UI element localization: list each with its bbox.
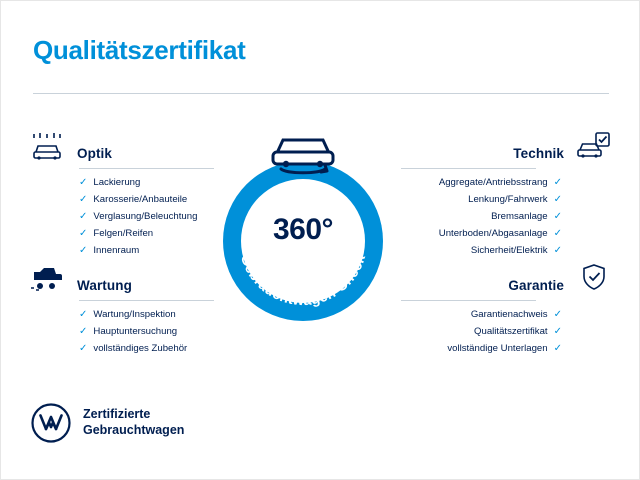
vw-logo xyxy=(31,403,71,443)
check-icon: ✓ xyxy=(79,211,88,222)
section-technik-header xyxy=(401,121,616,163)
list-item xyxy=(401,212,616,222)
section-optik xyxy=(25,121,240,263)
check-icon: ✓ xyxy=(79,177,88,188)
svg-text:Gebrauchtwagen-Check: Gebrauchtwagen-Check xyxy=(236,252,370,310)
check-icon: ✓ xyxy=(79,309,88,320)
list-item-label: Garantienachweis xyxy=(470,309,548,321)
list-item xyxy=(25,310,240,320)
list-item xyxy=(25,212,240,222)
check-icon: ✓ xyxy=(553,177,562,188)
badge-degrees: 360° xyxy=(272,213,334,246)
footer-text xyxy=(83,407,184,438)
section-technik-list xyxy=(401,178,616,256)
footer-line-1: Zertifizierte xyxy=(83,407,151,422)
check-icon: ✓ xyxy=(553,211,562,222)
list-item-label: vollständige Unterlagen xyxy=(447,343,548,355)
shield-check-icon xyxy=(572,261,616,295)
check-badge xyxy=(223,161,383,321)
list-item-label: Bremsanlage xyxy=(491,211,548,223)
section-wartung-divider xyxy=(79,300,214,301)
page-title: Qualitätszertifikat xyxy=(33,35,246,65)
section-garantie-divider xyxy=(401,300,536,301)
list-item xyxy=(401,195,616,205)
footer-line-2: Gebrauchtwagen xyxy=(83,423,185,437)
list-item-label: Felgen/Reifen xyxy=(93,228,154,240)
list-item xyxy=(25,229,240,239)
car-wash-icon xyxy=(25,129,69,163)
list-item-label: Lackierung xyxy=(93,177,141,189)
check-icon: ✓ xyxy=(553,343,562,354)
badge-arc-label xyxy=(223,161,383,321)
check-icon: ✓ xyxy=(553,228,562,239)
check-icon: ✓ xyxy=(553,245,562,256)
car-check-icon xyxy=(572,129,616,163)
list-item xyxy=(25,178,240,188)
section-optik-list xyxy=(25,178,240,256)
check-icon: ✓ xyxy=(553,309,562,320)
section-wartung xyxy=(25,253,240,361)
check-icon: ✓ xyxy=(79,343,88,354)
section-garantie xyxy=(401,253,616,361)
check-icon: ✓ xyxy=(79,326,88,337)
list-item-label: Innenraum xyxy=(93,245,140,257)
footer-brand xyxy=(31,403,184,443)
list-item xyxy=(401,327,616,337)
list-item-label: Sicherheit/Elektrik xyxy=(470,245,548,257)
section-wartung-list xyxy=(25,310,240,354)
section-wartung-title: Wartung xyxy=(77,278,132,293)
section-technik xyxy=(401,121,616,263)
section-technik-title: Technik xyxy=(513,146,564,161)
section-optik-title: Optik xyxy=(77,146,113,161)
list-item xyxy=(25,344,240,354)
section-technik-divider xyxy=(401,168,536,169)
list-item-label: Aggregate/Antriebsstrang xyxy=(438,177,548,189)
list-item-label: Verglasung/Beleuchtung xyxy=(93,211,198,223)
list-item-label: Lenkung/Fahrwerk xyxy=(468,194,548,206)
section-garantie-title: Garantie xyxy=(508,278,564,293)
list-item-label: Wartung/Inspektion xyxy=(93,309,176,321)
list-item-label: Qualitätszertifikat xyxy=(474,326,548,338)
check-icon: ✓ xyxy=(553,326,562,337)
check-icon: ✓ xyxy=(79,228,88,239)
section-optik-header xyxy=(25,121,240,163)
list-item-label: Unterboden/Abgasanlage xyxy=(438,228,548,240)
list-item xyxy=(25,327,240,337)
section-optik-divider xyxy=(79,168,214,169)
list-item xyxy=(401,178,616,188)
service-cart-icon xyxy=(25,261,69,295)
list-item-label: Karosserie/Anbauteile xyxy=(93,194,188,206)
list-item-label: Hauptuntersuchung xyxy=(93,326,178,338)
section-wartung-header xyxy=(25,253,240,295)
list-item xyxy=(401,310,616,320)
list-item xyxy=(401,344,616,354)
check-icon: ✓ xyxy=(79,245,88,256)
section-garantie-list xyxy=(401,310,616,354)
list-item-label: vollständiges Zubehör xyxy=(93,343,188,355)
list-item xyxy=(401,229,616,239)
list-item xyxy=(25,195,240,205)
header-divider xyxy=(33,93,609,94)
check-icon: ✓ xyxy=(553,194,562,205)
check-icon: ✓ xyxy=(79,194,88,205)
section-garantie-header xyxy=(401,253,616,295)
